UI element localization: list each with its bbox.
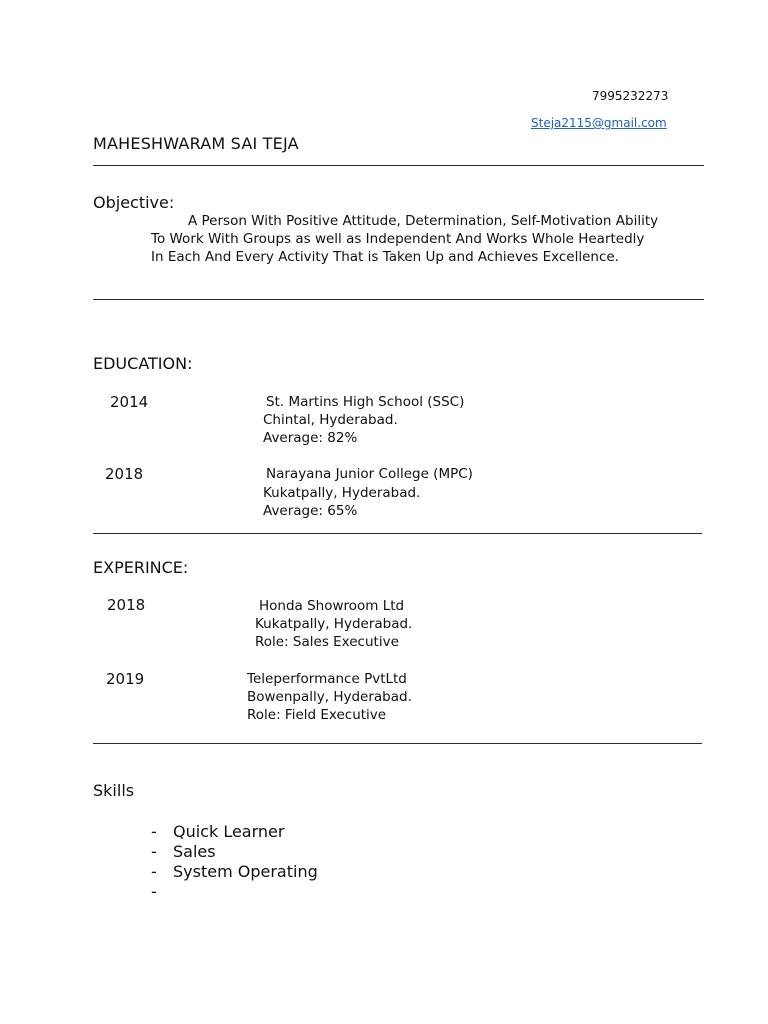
education-average: Average: 65% xyxy=(263,503,358,519)
phone-number: 7995232273 xyxy=(592,89,669,103)
bullet-dash: - xyxy=(151,822,157,841)
divider xyxy=(93,533,702,534)
objective-line: A Person With Positive Attitude, Determination, Self-Motivation Ability xyxy=(188,213,659,229)
objective-line: In Each And Every Activity That is Taken Up and Achieves Excellence. xyxy=(151,249,619,265)
education-year: 2018 xyxy=(105,465,144,483)
experience-role: Role: Field Executive xyxy=(247,707,387,723)
experience-location: Bowenpally, Hyderabad. xyxy=(247,689,412,705)
education-heading: EDUCATION: xyxy=(93,354,193,373)
education-institution: Narayana Junior College (MPC) xyxy=(266,466,473,482)
education-institution: St. Martins High School (SSC) xyxy=(266,394,465,410)
divider xyxy=(93,299,704,300)
candidate-name: MAHESHWARAM SAI TEJA xyxy=(93,134,299,153)
skill-list-item xyxy=(151,822,284,841)
experience-company: Honda Showroom Ltd xyxy=(259,598,405,614)
bullet-dash: - xyxy=(151,842,157,861)
skill-label: Sales xyxy=(173,842,216,861)
education-location: Chintal, Hyderabad. xyxy=(263,412,398,428)
experience-location: Kukatpally, Hyderabad. xyxy=(255,616,413,632)
education-average: Average: 82% xyxy=(263,430,358,446)
skill-list-item xyxy=(151,842,216,861)
email-link[interactable]: Steja2115@gmail.com xyxy=(531,116,667,130)
objective-heading: Objective: xyxy=(93,193,175,212)
skill-list-item xyxy=(151,862,318,881)
skill-label: Quick Learner xyxy=(173,822,285,841)
bullet-dash: - xyxy=(151,862,157,881)
education-location: Kukatpally, Hyderabad. xyxy=(263,485,421,501)
education-year: 2014 xyxy=(110,393,149,411)
divider xyxy=(93,743,702,744)
divider xyxy=(93,165,704,166)
skill-list-item xyxy=(151,882,173,901)
experience-heading: EXPERINCE: xyxy=(93,558,189,577)
skill-label: System Operating xyxy=(173,862,318,881)
bullet-dash: - xyxy=(151,882,157,901)
skills-heading: Skills xyxy=(93,781,135,800)
experience-year: 2018 xyxy=(107,596,146,614)
experience-company: Teleperformance PvtLtd xyxy=(247,671,407,687)
experience-role: Role: Sales Executive xyxy=(255,634,399,650)
objective-line: To Work With Groups as well as Independent And Works Whole Heartedly xyxy=(151,231,645,247)
experience-year: 2019 xyxy=(106,670,145,688)
